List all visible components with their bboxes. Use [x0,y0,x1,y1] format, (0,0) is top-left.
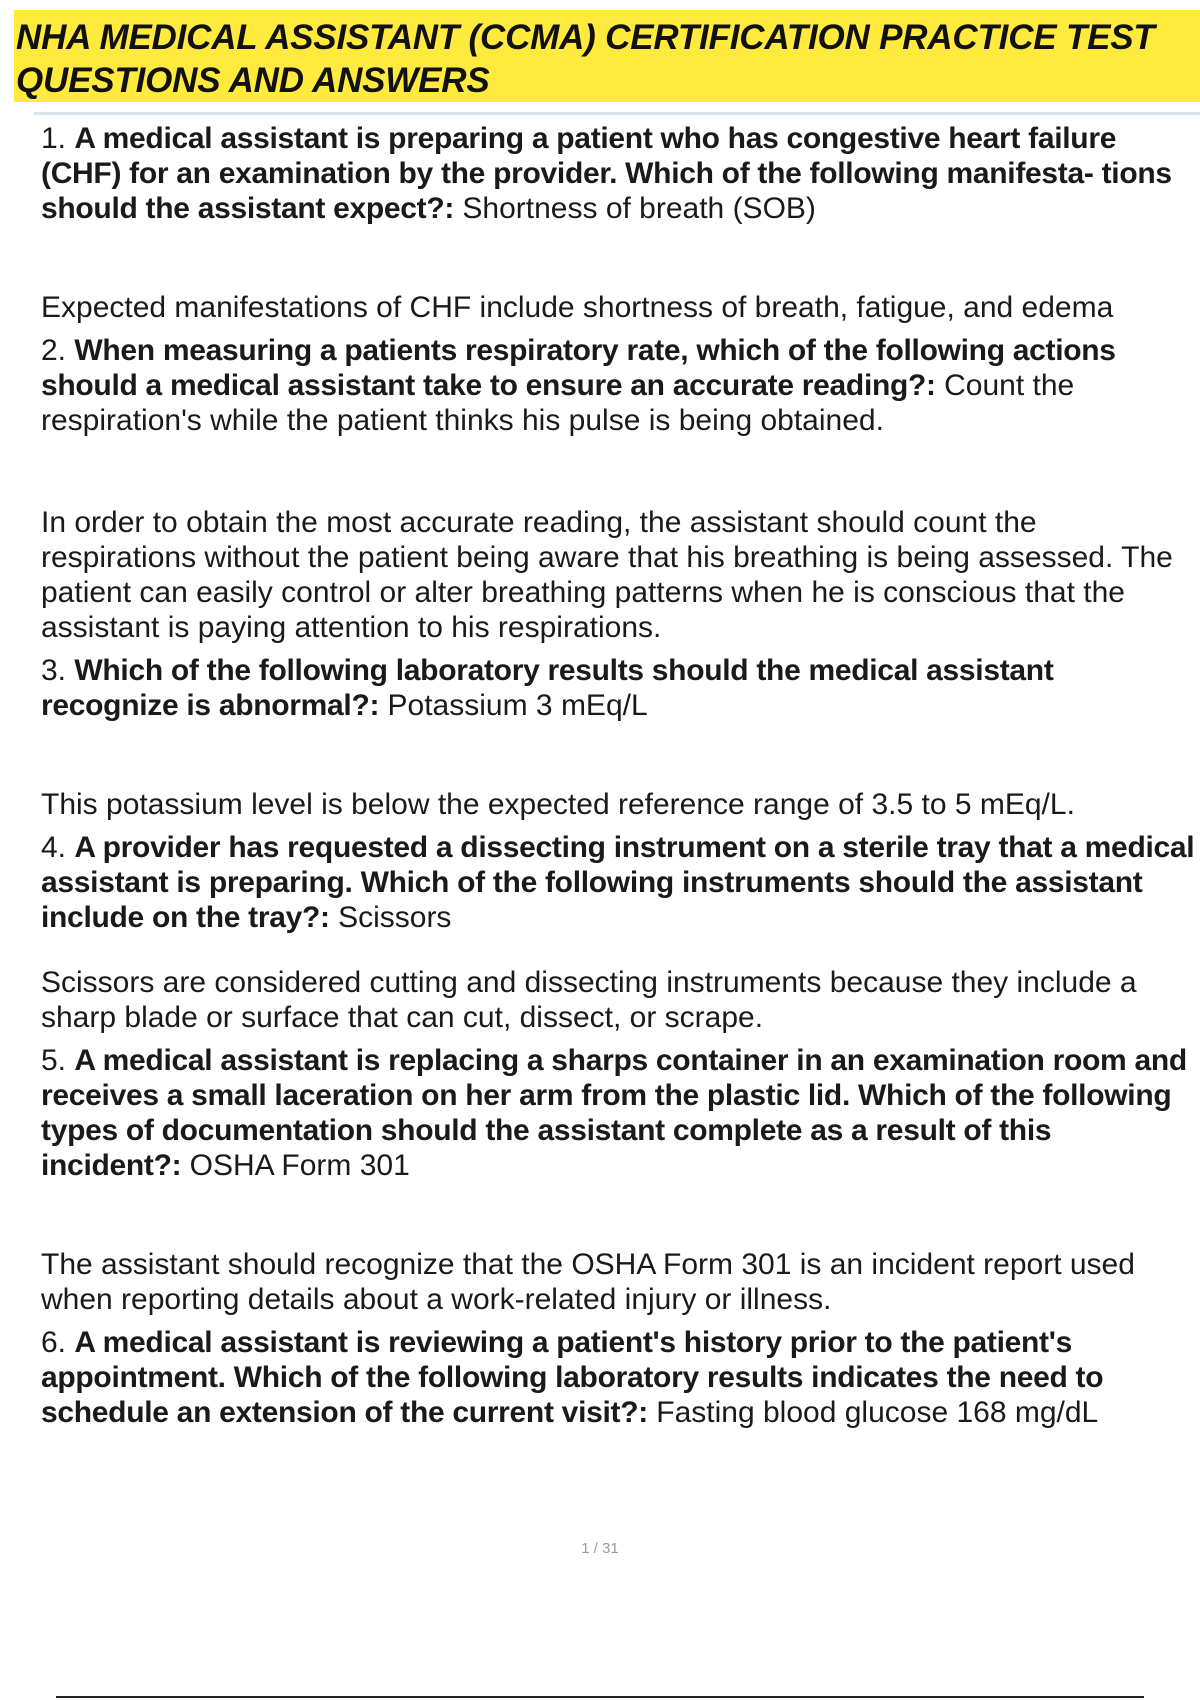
question-text: Which of the following laboratory results should the medical assistant recognize is abnormal?: [41,654,1054,722]
question-text: A medical assistant is reviewing a patient's history prior to the patient's appointment. Which of the following laboratory results indicates the need to schedule an extension of the current visit?: [41,1326,1104,1429]
qa-item-5 [41,1043,1196,1317]
question-paragraph [41,1043,1196,1183]
qa-item-2 [41,333,1196,645]
question-number: 1. [41,122,67,155]
question-text: A medical assistant is replacing a sharps container in an examination room and receives a small laceration on her arm from the plastic lid. Which of the following types of documentation should the assistant complete as a result of this incident?: [41,1044,1187,1182]
title-divider [34,112,1200,115]
question-number: 2. [41,334,67,367]
answer-text: OSHA Form 301 [189,1149,410,1182]
explanation-text: In order to obtain the most accurate reading, the assistant should count the respirations without the patient being aware that his breathing is being assessed. The patient can easily control or alter breathing patterns when he is conscious that the assistant is paying attention to his respirations. [41,506,1173,644]
question-number: 6. [41,1326,67,1359]
question-paragraph [41,333,1196,438]
answer-text: Shortness of breath (SOB) [462,192,816,225]
qa-item-6 [41,1325,1196,1430]
document-title-line-1: NHA MEDICAL ASSISTANT (CCMA) CERTIFICATION PRACTICE TEST [16,18,1155,57]
question-text: A medical assistant is preparing a patient who has congestive heart failure (CHF) for an examination by the provider. Which of the following manifesta- tions should the assistant expect?: [41,122,1172,225]
explanation-text: Scissors are considered cutting and dissecting instruments because they include a sharp blade or surface that can cut, dissect, or scrape. [41,966,1137,1034]
question-number: 3. [41,654,67,687]
question-number: 4. [41,831,67,864]
question-paragraph [41,830,1196,935]
question-paragraph [41,121,1196,226]
question-paragraph [41,1325,1196,1430]
qa-item-3 [41,653,1196,822]
explanation-text: Expected manifestations of CHF include shortness of breath, fatigue, and edema [41,291,1114,324]
explanation-text: This potassium level is below the expected reference range of 3.5 to 5 mEq/L. [41,788,1075,821]
document-title-line-2: QUESTIONS AND ANSWERS [16,61,490,100]
page-bottom-divider [56,1696,1144,1698]
qa-item-1 [41,121,1196,325]
question-number: 5. [41,1044,67,1077]
page-number: 1 / 31 [581,1540,619,1557]
question-text: When measuring a patients respiratory rate, which of the following actions should a medical assistant take to ensure an accurate reading?: [41,334,1116,402]
answer-text: Potassium 3 mEq/L [387,689,648,722]
document-title-banner [14,10,1200,102]
question-paragraph [41,653,1196,723]
question-text: A provider has requested a dissecting instrument on a sterile tray that a medical assistant is preparing. Which of the following instruments should the assistant include on the tray?: [41,831,1195,934]
qa-list [41,121,1196,1430]
qa-item-4 [41,830,1196,1035]
explanation-text: The assistant should recognize that the OSHA Form 301 is an incident report used when reporting details about a work-related injury or illness. [41,1248,1135,1316]
answer-text: Fasting blood glucose 168 mg/dL [656,1396,1099,1429]
answer-text: Count the respiration's while the patient thinks his pulse is being obtained. [41,369,1075,437]
answer-text: Scissors [338,901,452,934]
